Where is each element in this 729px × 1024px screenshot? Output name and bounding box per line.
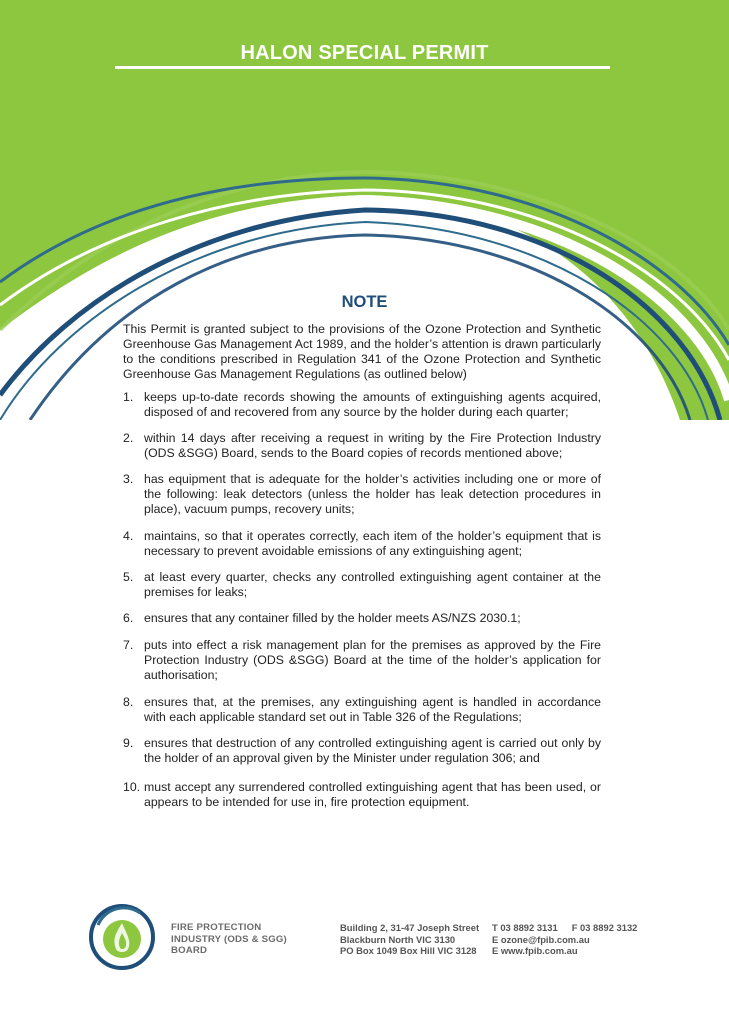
- intro-paragraph: This Permit is granted subject to the provisions of the Ozone Protection and Synthetic Greenhouse Gas Management Act 1989, and the holder’s attention is drawn particularly to the conditions prescribed in Regulation 341 of the Ozone Protection and Synthetic Greenhouse Gas Management Regulations (as outlined below): [123, 322, 601, 381]
- condition-item: [123, 780, 601, 810]
- address-line: PO Box 1049 Box Hill VIC 3128: [340, 945, 477, 956]
- fax-number: F 03 8892 3132: [571, 922, 638, 933]
- condition-text: keeps up-to-date records showing the amounts of extinguishing agents acquired, disposed of and recovered from any source by the holder during each quarter;: [144, 390, 601, 419]
- condition-number: 2.: [123, 431, 134, 445]
- condition-item: [123, 638, 601, 683]
- condition-item: [123, 529, 601, 559]
- condition-text: within 14 days after receiving a request in writing by the Fire Protection Industry (ODS &SGG) Board, sends to the Board copies of records mentioned above;: [144, 431, 601, 460]
- org-name: [171, 922, 287, 957]
- condition-item: [123, 472, 601, 517]
- document-title: HALON SPECIAL PERMIT: [240, 42, 489, 64]
- website-link[interactable]: E www.fpib.com.au: [492, 945, 578, 956]
- condition-text: ensures that any container filled by the holder meets AS/NZS 2030.1;: [144, 611, 521, 625]
- condition-text: ensures that, at the premises, any extinguishing agent is handled in accordance with each applicable standard set out in Table 326 of the Regulations;: [144, 695, 601, 724]
- condition-number: 10.: [123, 780, 141, 794]
- condition-text: at least every quarter, checks any controlled extinguishing agent container at the premises for leaks;: [144, 570, 601, 599]
- org-line: INDUSTRY (ODS & SGG): [171, 933, 287, 945]
- condition-item: [123, 611, 601, 626]
- condition-number: 3.: [123, 472, 134, 486]
- condition-item: [123, 431, 601, 461]
- condition-text: puts into effect a risk management plan for the premises as approved by the Fire Protection Industry (ODS &SGG) Board at the time of the holder’s application for authorisation;: [144, 638, 601, 682]
- fpib-logo-icon: [88, 903, 156, 971]
- condition-text: must accept any surrendered controlled extinguishing agent that has been used, or appears to be intended for use in, fire protection equipment.: [144, 780, 601, 809]
- condition-text: has equipment that is adequate for the holder’s activities including one or more of the following: leak detectors (unless the holder has leak detection procedures in place), vacuum pumps, recovery units;: [144, 472, 601, 516]
- condition-number: 1.: [123, 390, 134, 404]
- condition-number: 8.: [123, 695, 134, 709]
- org-line: FIRE PROTECTION: [171, 922, 262, 933]
- note-heading: NOTE: [341, 293, 388, 311]
- condition-text: ensures that destruction of any controlled extinguishing agent is carried out only by the holder of an approval given by the Minister under regulation 306; and: [144, 736, 601, 765]
- address-line: Building 2, 31-47 Joseph Street: [340, 922, 480, 933]
- condition-number: 7.: [123, 638, 134, 652]
- email-link[interactable]: E ozone@fpib.com.au: [492, 933, 590, 945]
- condition-item: [123, 736, 601, 766]
- condition-number: 4.: [123, 529, 134, 543]
- condition-item: [123, 695, 601, 725]
- title-underline: [115, 66, 610, 69]
- footer-contact: [492, 922, 637, 957]
- org-line: BOARD: [171, 945, 208, 956]
- footer-address: [340, 922, 479, 957]
- condition-text: maintains, so that it operates correctly, each item of the holder’s equipment that is necessary to prevent avoidable emissions of any extinguishing agent;: [144, 529, 601, 558]
- condition-number: 5.: [123, 570, 134, 584]
- condition-number: 6.: [123, 611, 134, 625]
- address-line: Blackburn North VIC 3130: [340, 933, 456, 945]
- condition-item: [123, 390, 601, 420]
- phone-number: T 03 8892 3131: [492, 922, 558, 933]
- condition-item: [123, 570, 601, 600]
- condition-number: 9.: [123, 736, 134, 750]
